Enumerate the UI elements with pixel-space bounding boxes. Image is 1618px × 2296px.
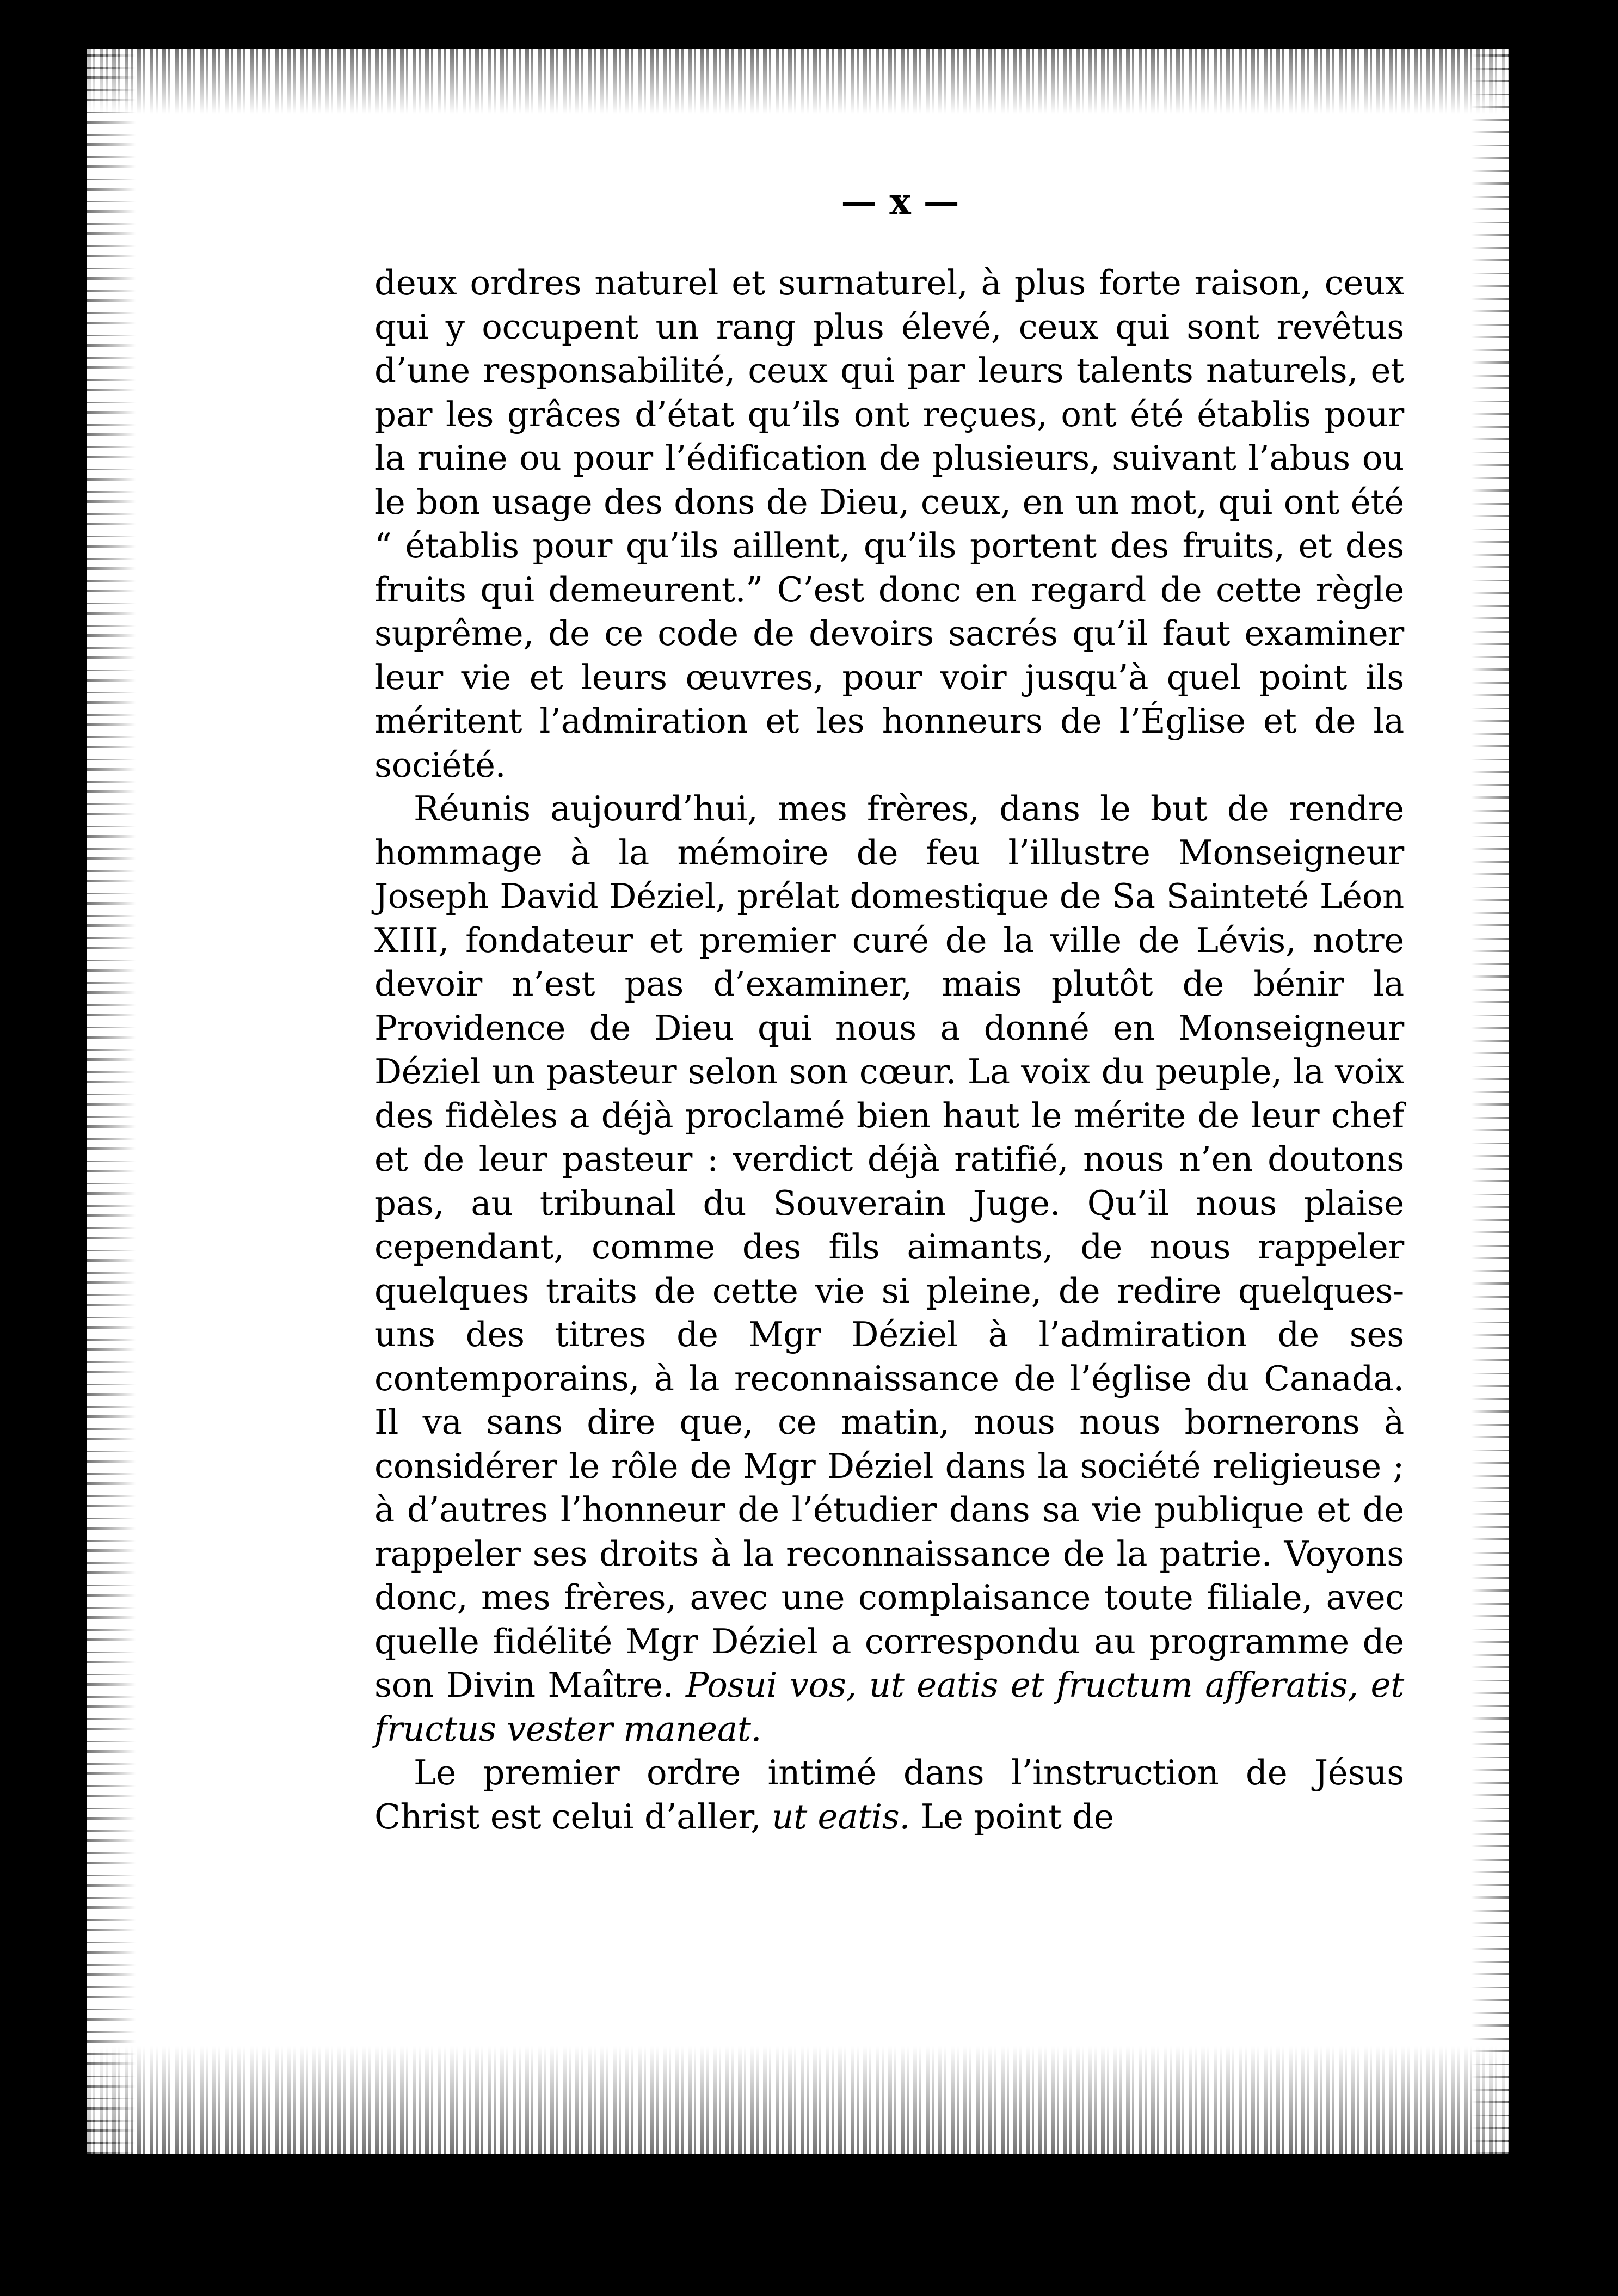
scan-noise-left	[87, 49, 136, 2154]
scan-noise-top	[87, 49, 1509, 114]
scan-border-top	[0, 0, 1618, 49]
scan-border-bottom	[0, 2154, 1618, 2296]
scan-border-right	[1509, 0, 1618, 2296]
paragraph-3-latin-quote: ut eatis.	[772, 1796, 910, 1837]
paragraph-2-latin-quote: Posui vos, ut eatis et fructum afferatis, et fructus vester maneat.	[374, 1665, 1404, 1749]
paragraph-3-text-before: Le premier ordre intimé dans l’instruction de Jésus Christ est celui d’aller,	[374, 1753, 1404, 1837]
scan-noise-right	[1471, 49, 1509, 2154]
paragraph-1: deux ordres naturel et surnaturel, à plus forte raison, ceux qui y occupent un rang plus élevé, ceux qui sont revêtus d’une responsabilité, ceux qui par leurs talents naturels, et par les grâces d’état qu’ils ont reçues, ont été établis pour la ruine ou pour l’édification de plusieurs, suivant l’abus ou le bon usage des dons de Dieu, ceux, en un mot, qui ont été “ établis pour qu’ils aillent, qu’ils portent des fruits, et des fruits qui demeurent.” C’est donc en regard de cette règle suprême, de ce code de devoirs sacrés qu’il faut examiner leur vie et leurs œuvres, pour voir jusqu’à quel point ils méritent l’admiration et les honneurs de l’Église et de la société.	[374, 263, 1404, 785]
paragraph-3	[374, 1751, 1404, 1839]
paragraph-3-text-after: Le point de	[920, 1796, 1114, 1837]
scan-noise-bottom	[87, 2046, 1509, 2154]
page-number: — x —	[841, 180, 959, 223]
book-page	[374, 180, 1404, 1839]
scan-border-left	[0, 0, 87, 2296]
paragraph-2	[374, 787, 1404, 1751]
paragraph-2-text: Réunis aujourd’hui, mes frères, dans le but de rendre hommage à la mémoire de feu l’illustre Monseigneur Joseph David Déziel, prélat domestique de Sa Sainteté Léon XIII, fondateur et premier curé de la ville de Lévis, notre devoir n’est pas d’examiner, mais plutôt de bénir la Providence de Dieu qui nous a donné en Monseigneur Déziel un pasteur selon son cœur. La voix du peuple, la voix des fidèles a déjà proclamé bien haut le mérite de leur chef et de leur pasteur : verdict déjà ratifié, nous n’en doutons pas, au tribunal du Souverain Juge. Qu’il nous plaise cependant, comme des fils aimants, de nous rappeler quelques traits de cette vie si pleine, de redire quelques-uns des titres de Mgr Déziel à l’admiration de ses contemporains, à la reconnaissance de l’église du Canada. Il va sans dire que, ce matin, nous nous bornerons à considérer le rôle de Mgr Déziel dans la société religieuse ; à d’autres l’honneur de l’étudier dans sa vie publique et de rappeler ses droits à la reconnaissance de la patrie. Voyons donc, mes frères, avec une complaisance toute filiale, avec quelle fidélité Mgr Déziel a correspondu au programme de son Divin Maître.	[374, 789, 1404, 1705]
